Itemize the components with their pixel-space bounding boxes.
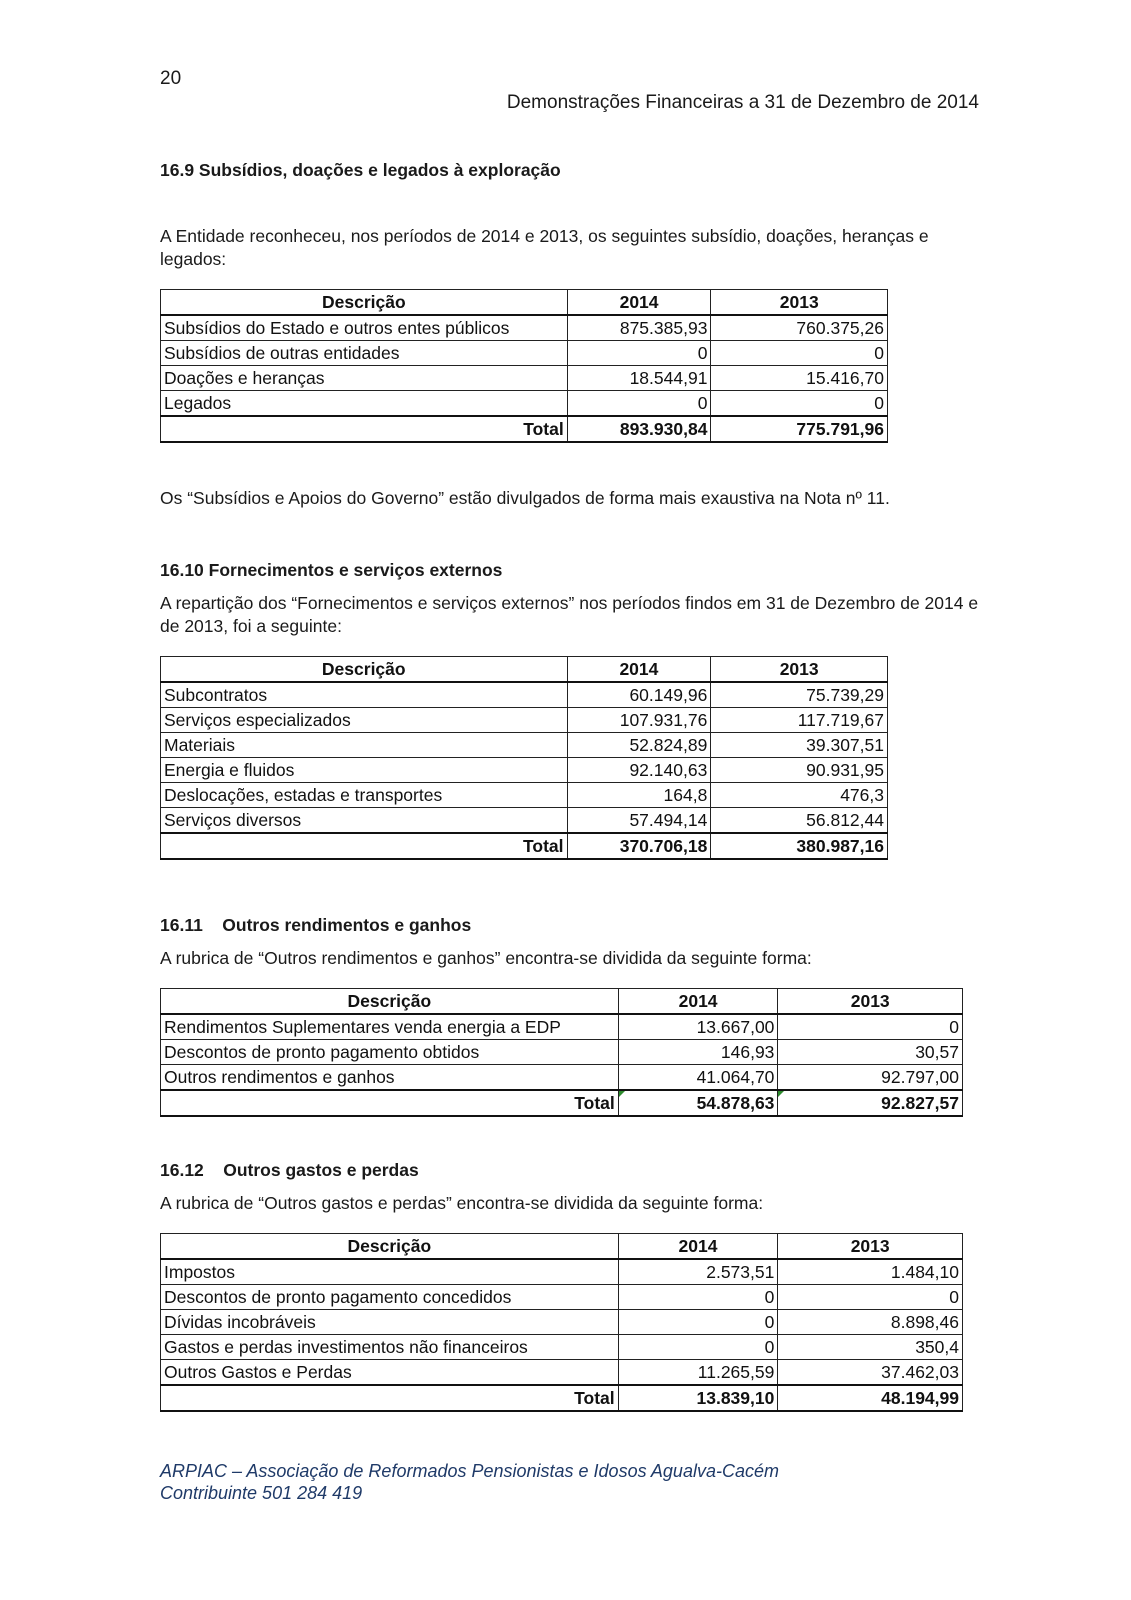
value-2014: 146,93	[618, 1040, 778, 1065]
row-label: Doações e heranças	[161, 366, 568, 391]
section-intro-16-12: A rubrica de “Outros gastos e perdas” encontra-se dividida da seguinte forma:	[160, 1193, 764, 1213]
value-2014: 13.667,00	[618, 1014, 778, 1040]
row-label: Serviços diversos	[161, 808, 568, 834]
table-row	[161, 1259, 963, 1285]
table-row	[161, 733, 888, 758]
total-2013: 92.827,57	[778, 1090, 963, 1116]
total-row	[161, 1385, 963, 1411]
value-2014: 0	[567, 391, 711, 417]
total-2014: 54.878,63	[618, 1090, 778, 1116]
table-row	[161, 315, 888, 341]
table-row	[161, 1065, 963, 1091]
total-2013: 380.987,16	[711, 833, 888, 859]
row-label: Outros rendimentos e ganhos	[161, 1065, 619, 1091]
value-2014: 0	[618, 1335, 778, 1360]
column-header: 2013	[711, 290, 888, 316]
column-header: 2014	[567, 657, 711, 683]
row-label: Serviços especializados	[161, 708, 568, 733]
value-2013: 0	[711, 341, 888, 366]
value-2014: 107.931,76	[567, 708, 711, 733]
row-label: Gastos e perdas investimentos não financeiros	[161, 1335, 619, 1360]
total-row	[161, 833, 888, 859]
section-intro-16-11: A rubrica de “Outros rendimentos e ganhos” encontra-se dividida da seguinte forma:	[160, 948, 812, 968]
table-header-row	[161, 989, 963, 1015]
row-label: Outros Gastos e Perdas	[161, 1360, 619, 1386]
value-2014: 18.544,91	[567, 366, 711, 391]
column-header: 2013	[711, 657, 888, 683]
total-2014: 370.706,18	[567, 833, 711, 859]
value-2013: 92.797,00	[778, 1065, 963, 1091]
value-2013: 30,57	[778, 1040, 963, 1065]
table-row	[161, 1040, 963, 1065]
value-2014: 92.140,63	[567, 758, 711, 783]
table-row	[161, 1310, 963, 1335]
total-label: Total	[161, 1385, 619, 1411]
total-label: Total	[161, 416, 568, 442]
table-subsidios	[160, 289, 888, 443]
table-outros-gastos	[160, 1233, 963, 1412]
row-label: Legados	[161, 391, 568, 417]
value-2013: 56.812,44	[711, 808, 888, 834]
table-row	[161, 783, 888, 808]
table-row	[161, 1360, 963, 1386]
value-2013: 39.307,51	[711, 733, 888, 758]
section-intro-16-9: A Entidade reconheceu, nos períodos de 2014 e 2013, os seguintes subsídio, doações, heranças e legados:	[160, 226, 929, 269]
row-label: Descontos de pronto pagamento obtidos	[161, 1040, 619, 1065]
section-heading-16-11: 16.11 Outros rendimentos e ganhos	[160, 915, 472, 935]
section-heading-16-12: 16.12 Outros gastos e perdas	[160, 1160, 419, 1180]
value-2014: 0	[618, 1285, 778, 1310]
row-label: Subsídios do Estado e outros entes públicos	[161, 315, 568, 341]
value-2014: 0	[567, 341, 711, 366]
section-intro-16-10: A repartição dos “Fornecimentos e serviços externos” nos períodos findos em 31 de Dezembro de 2014 e de 2013, foi a seguinte:	[160, 593, 979, 636]
value-2013: 760.375,26	[711, 315, 888, 341]
total-2014: 893.930,84	[567, 416, 711, 442]
value-2014: 41.064,70	[618, 1065, 778, 1091]
column-header: 2014	[618, 989, 778, 1015]
value-2014: 875.385,93	[567, 315, 711, 341]
table-fornecimentos	[160, 656, 888, 860]
value-2013: 75.739,29	[711, 682, 888, 708]
table-row	[161, 1335, 963, 1360]
table-row	[161, 758, 888, 783]
table-row	[161, 808, 888, 834]
table-row	[161, 391, 888, 417]
column-header: 2013	[778, 1234, 963, 1260]
table-row	[161, 1014, 963, 1040]
row-label: Materiais	[161, 733, 568, 758]
section-heading-16-9: 16.9 Subsídios, doações e legados à exploração	[160, 160, 561, 180]
total-label: Total	[161, 833, 568, 859]
total-row	[161, 1090, 963, 1116]
value-2014: 0	[618, 1310, 778, 1335]
row-label: Subsídios de outras entidades	[161, 341, 568, 366]
value-2014: 11.265,59	[618, 1360, 778, 1386]
page-number: 20	[160, 68, 182, 89]
column-header: Descrição	[161, 657, 568, 683]
row-label: Deslocações, estadas e transportes	[161, 783, 568, 808]
table-row	[161, 708, 888, 733]
value-2013: 0	[778, 1014, 963, 1040]
total-label: Total	[161, 1090, 619, 1116]
column-header: 2014	[567, 290, 711, 316]
total-2013: 48.194,99	[778, 1385, 963, 1411]
value-2013: 90.931,95	[711, 758, 888, 783]
row-label: Subcontratos	[161, 682, 568, 708]
row-label: Impostos	[161, 1259, 619, 1285]
value-2014: 2.573,51	[618, 1259, 778, 1285]
section-heading-16-10: 16.10 Fornecimentos e serviços externos	[160, 560, 503, 580]
value-2014: 52.824,89	[567, 733, 711, 758]
table-header-row	[161, 657, 888, 683]
footer-organization: ARPIAC – Associação de Reformados Pensionistas e Idosos Agualva-Cacém	[160, 1461, 779, 1481]
row-label: Energia e fluidos	[161, 758, 568, 783]
value-2013: 117.719,67	[711, 708, 888, 733]
table-row	[161, 1285, 963, 1310]
table-row	[161, 682, 888, 708]
value-2013: 350,4	[778, 1335, 963, 1360]
column-header: Descrição	[161, 989, 619, 1015]
value-2013: 1.484,10	[778, 1259, 963, 1285]
value-2014: 57.494,14	[567, 808, 711, 834]
table-header-row	[161, 290, 888, 316]
column-header: 2013	[778, 989, 963, 1015]
value-2013: 15.416,70	[711, 366, 888, 391]
row-label: Descontos de pronto pagamento concedidos	[161, 1285, 619, 1310]
column-header: 2014	[618, 1234, 778, 1260]
table-row	[161, 341, 888, 366]
value-2014: 60.149,96	[567, 682, 711, 708]
table-header-row	[161, 1234, 963, 1260]
value-2013: 0	[778, 1285, 963, 1310]
column-header: Descrição	[161, 1234, 619, 1260]
value-2013: 8.898,46	[778, 1310, 963, 1335]
total-2014: 13.839,10	[618, 1385, 778, 1411]
table-row	[161, 366, 888, 391]
value-2014: 164,8	[567, 783, 711, 808]
section-note-16-9: Os “Subsídios e Apoios do Governo” estão divulgados de forma mais exaustiva na Nota nº 11.	[160, 488, 890, 508]
total-2013: 775.791,96	[711, 416, 888, 442]
table-outros-rendimentos	[160, 988, 963, 1117]
value-2013: 0	[711, 391, 888, 417]
column-header: Descrição	[161, 290, 568, 316]
row-label: Dívidas incobráveis	[161, 1310, 619, 1335]
value-2013: 476,3	[711, 783, 888, 808]
value-2013: 37.462,03	[778, 1360, 963, 1386]
footer-taxpayer-number: Contribuinte 501 284 419	[160, 1483, 363, 1503]
total-row	[161, 416, 888, 442]
row-label: Rendimentos Suplementares venda energia a EDP	[161, 1014, 619, 1040]
document-title: Demonstrações Financeiras a 31 de Dezembro de 2014	[506, 92, 979, 113]
